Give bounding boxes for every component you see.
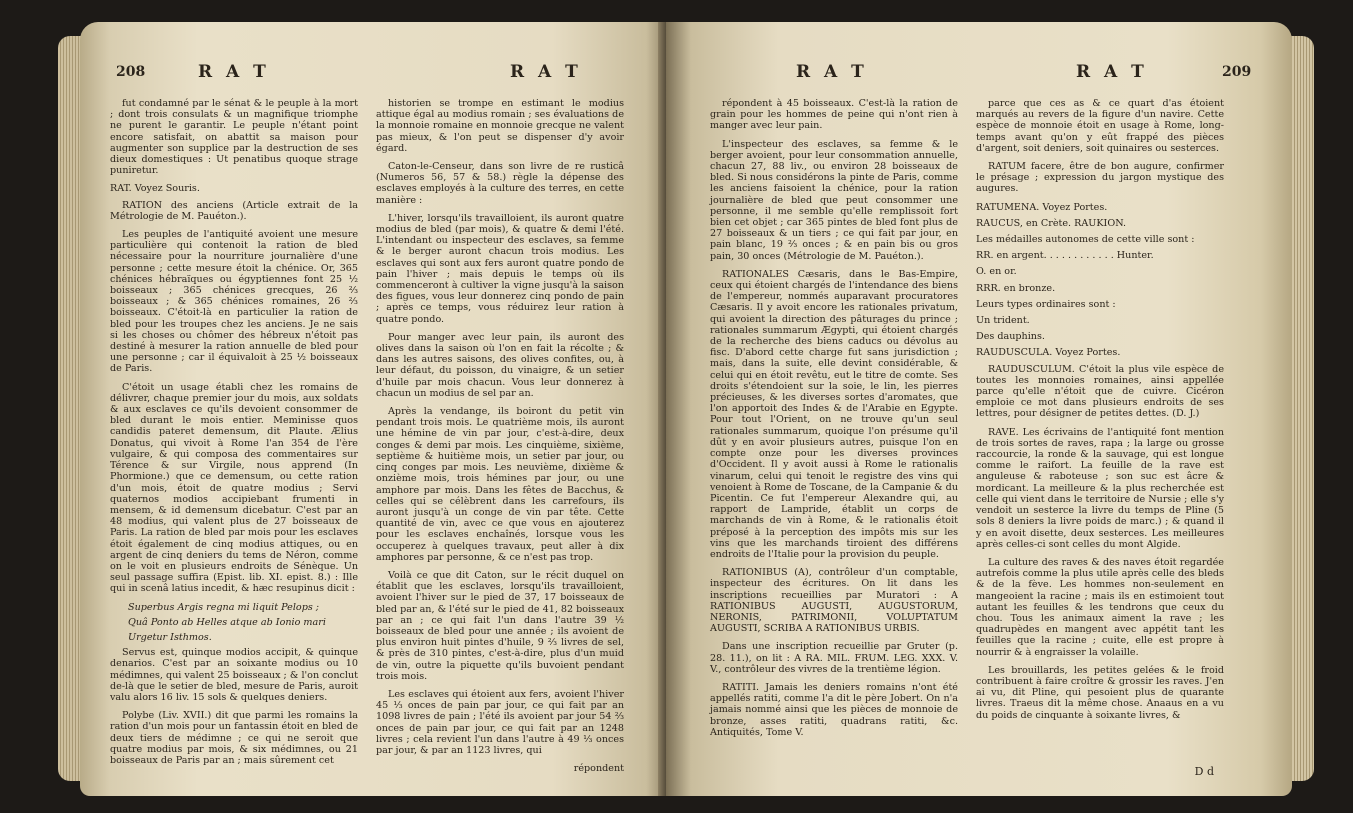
paragraph: Un trident.: [976, 315, 1030, 327]
running-head-right-b: R A T: [1076, 62, 1148, 82]
paragraph: Dans une inscription recueillie par Gruter (p. 28. 11.), on lit : A RA. MIL. FRUM. LEG. XXX. V. V., contrôleur des vivres de la trentième légion.: [710, 641, 958, 675]
paragraph: RATIONIBUS (A), contrôleur d'un comptable, inspecteur des écritures. On lit dans les inscriptions recueillies par Muratori : A RATIONIBUS AUGUSTI, AUGUSTORUM, NERONIS, PATRIMONII, VOLUPTATUM AUGUSTI, SCRIBA A RATIONIBUS URBIS.: [710, 567, 958, 635]
paragraph: fut condamné par le sénat & le peuple à la mort ; dont trois consulats & un magnifique triomphe ne purent le garantir. Le peuple n'étant point encore satisfait, on abattit sa maison pour augmenter son supplice par la destruction de ses dieux domestiques : Ut penatibus quoque strage puniretur.: [110, 98, 358, 177]
paragraph: répondent à 45 boisseaux. C'est-là la ration de grain pour les hommes de peine qui n'ont rien à manger avec leur pain.: [710, 98, 958, 132]
paragraph: RR. en argent. . . . . . . . . . . . Hunter.: [976, 250, 1154, 262]
paragraph: parce que ces as & ce quart d'as étoient marqués au revers de la figure d'un navire. Cette espèce de monnoie étoit en usage à Rome, long-temps avant qu'on y eût frappé des pièces d'argent, soit deniers, soit quinaires ou sesterces.: [976, 98, 1224, 154]
running-head-left-b: R A T: [510, 62, 582, 82]
paragraph: RRR. en bronze.: [976, 282, 1056, 294]
page-number-right: 209: [1222, 64, 1252, 80]
page-number-left: 208: [116, 64, 146, 80]
paragraph: Les médailles autonomes de cette ville sont :: [976, 234, 1195, 246]
running-head-left-a: R A T: [198, 62, 270, 82]
paragraph: C'étoit un usage établi chez les romains de délivrer, chaque premier jour du mois, aux soldats & aux esclaves ce qu'ils devoient consommer de bled durant le mois entier. Meminisse quos candidis pateret demensum, dit Plaute. Ælius Donatus, qui vivoit à Rome l'an 354 de l'ère vulgaire, & qui composa des commentaires sur Térence & sur Virgile, nous apprend (In Phormione.) que ce demensum, ou cette ration d'un mois, étoit de quatre modius ; Servi quaternos modios accipiebant frumenti in mensem, & id demensum dicebatur. C'est par an 48 modius, qui valent plus de 27 boisseaux de Paris. La ration de bled par mois pour les esclaves étoit également de cinq modius attiques, ou en argent de cinq deniers du tems de Néron, comme on le voit en plusieurs endroits de Sénèque. Un seul passage suffira (Epist. lib. XI. epist. 8.) : Ille qui in scenâ latius incedit, & hæc resupinus dicit :: [110, 381, 358, 595]
paragraph: RATUM facere, être de bon augure, confirmer le présage ; expression du jargon mystique des augures.: [976, 161, 1224, 195]
left-page: [80, 22, 670, 796]
paragraph: RATION des anciens (Article extrait de la Métrologie de M. Pauéton.).: [110, 199, 358, 222]
paragraph: RAUDUSCULUM. C'étoit la plus vile espèce de toutes les monnoies romaines, ainsi appellée parce qu'elle n'étoit que de cuivre. Cicéron emploie ce mot dans plusieurs endroits de ses lettres, pour désigner de petites dettes. (D. J.): [976, 363, 1224, 420]
paragraph: La culture des raves & des naves étoit regardée autrefois comme la plus utile après celle des bleds & de la fève. Les hommes non-seulement en mangeoient la racine ; mais ils en estimoient tout autant les feuilles & les tendrons que ceux du chou. Tous les animaux aiment la rave ; les quadrupèdes en mangent avec appétit tant les feuilles que la racine ; cuite, elle est propre à nourrir & à engraisser la volaille.: [976, 556, 1224, 658]
paragraph: Leurs types ordinaires sont :: [976, 298, 1116, 310]
paragraph: Les peuples de l'antiquité avoient une mesure particulière qui contenoit la ration de bled nécessaire pour la nourriture journalière d'une personne ; cette mesure étoit la chénice. Or, 365 chénices hébraïques ou égyptiennes font 25 ½ boisseaux ; 365 chénices grecques, 26 ⅔ boisseaux ; & 365 chénices romaines, 26 ⅔ boisseaux. C'étoit-là en particulier la ration de bled pour les troupes chez les anciens. Je ne sais si les choses ou chômer des hébreux n'étoit pas destiné à mesurer la ration annuelle de bled pour une personne ; car il équivaloit à 25 ½ boisseaux de Paris.: [110, 229, 358, 375]
signature-mark: D d: [1194, 765, 1214, 778]
paragraph: Voilà ce que dit Caton, sur le récit duquel on établit que les esclaves, lorsqu'ils travailloient, avoient l'hiver sur le pied de 37, 17 boisseaux de bled par an, & l'été sur le pied de 41, 82 boisseaux par an ; ce qui fait l'un dans l'autre 39 ½ boisseaux de bled pour une année ; ils avoient de plus environ huit pintes d'huile, 9 ⅔ livres de sel, & près de 310 pintes, c'est-à-dire, plus d'un muid de vin, outre la piquette qu'ils buvoient pendant trois mois.: [376, 569, 624, 682]
paragraph: Polybe (Liv. XVII.) dit que parmi les romains la ration d'un mois pour un fantassin étoit en bled de deux tiers de médimne ; ce qui ne seroit que quatre modius par mois, & six médimnes, ou 21 boisseaux de Paris par an ; mais sûrement cet: [110, 710, 358, 766]
paragraph: Superbus Argis regna mi liquit Pelops ;: [128, 601, 320, 613]
paragraph: Caton-le-Censeur, dans son livre de re rusticâ (Numeros 56, 57 & 58.) règle la dépense des esclaves employés à la culture des terres, en cette manière :: [376, 161, 624, 206]
paragraph: O. en or.: [976, 266, 1017, 278]
paragraph: Servus est, quinque modios accipit, & quinque denarios. C'est par an soixante modius ou 10 médimnes, qui valent 25 boisseaux ; & l'on conclut de-là que le setier de bled, mesure de Paris, auroit valu alors 16 liv. 15 sols & quelques deniers.: [110, 647, 358, 703]
paragraph: Les brouillards, les petites gelées & le froid contribuent à faire croître & grossir les raves. J'en ai vu, dit Pline, qui pesoient plus de quarante livres. Traeus dit la même chose. Anaaus en a vu du poids de cinquante à soixante livres, &: [976, 664, 1224, 721]
right-column-2: [976, 98, 1224, 728]
catchword: répondent: [573, 763, 624, 775]
paragraph: RAT. Voyez Souris.: [110, 183, 200, 195]
running-head-right-a: R A T: [796, 62, 868, 82]
right-column-1: [710, 98, 958, 745]
paragraph: RAVE. Les écrivains de l'antiquité font mention de trois sortes de raves, rapa ; la large ou grosse raccourcie, la ronde & la sauvage, qui est longue comme le raifort. La feuille de la rave est anguleuse & raboteuse ; son suc est âcre & mordicant. La meilleure & la plus recherchée est celle qui vient dans le territoire de Nursie ; elle s'y vendoit un sesterce la livre du temps de Pline (5 sols 8 deniers la livre poids de marc.) ; & quand il y en avoit disette, deux sesterces. Les meilleures après celles-ci sont celles du mont Algide.: [976, 426, 1224, 550]
paragraph: RATIONALES Cæsaris, dans le Bas-Empire, ceux qui étoient chargés de l'intendance des biens de l'empereur, nommés auparavant procuratores Cæsaris. Il y avoit encore les rationales privatum, qui avoient la direction des pâturages du prince ; rationales summarum Ægypti, qui étoient chargés de la recherche des biens caducs ou dévolus au fisc. D'abord cette charge fut sans jurisdiction ; mais, dans la suite, elle devint considérable, & celui qui en étoit revêtu, eut le titre de comte. Ses droits s'étendoient sur la soie, le lin, les pierres précieuses, & les diverses sortes d'aromates, que l'on apportoit des Indes & de l'Arabie en Egypte. Pour tout l'Orient, on ne trouve qu'un seul rationales summarum, quoique l'on présume qu'il dût y en avoir plusieurs autres, puisque l'on en compte onze pour les diverses provinces d'Occident. Il y avoit aussi à Rome le rationalis vinarum, celui qui tenoit le registre des vins qui venoient à Rome de Toscane, de la Campanie & du Picentin. Ce fut l'empereur Alexandre qui, au rapport de Lampride, établit un corps de marchands de vin à Rome, & le rationalis étoit préposé à la perception des impôts mis sur les vins que les marchands tiroient des différens endroits de l'Italie pour la provision du peuple.: [710, 268, 958, 560]
paragraph: Des dauphins.: [976, 331, 1045, 343]
paragraph: Les esclaves qui étoient aux fers, avoient l'hiver 45 ⅓ onces de pain par jour, ce qui fait par an 1098 livres de pain ; l'été ils avoient par jour 54 ⅔ onces de pain par jour, ce qui fait par an 1248 livres ; cela revient l'un dans l'autre à 49 ⅓ onces par jour, & par an 1123 livres, qui: [376, 688, 624, 756]
paragraph: RAUDUSCULA. Voyez Portes.: [976, 347, 1121, 359]
open-book: [80, 14, 1292, 804]
paragraph: Après la vendange, ils boiront du petit vin pendant trois mois. Le quatrième mois, ils auront une hémine de vin par jour, c'est-à-dire, deux conges & demi par mois. Les cinquième, sixième, septième & huitième mois, un setier par jour, ou cinq conges par mois. Les neuvième, dixième & onzième mois, trois hémines par jour, ou une amphore par mois. Dans les fêtes de Bacchus, & celles qui se célèbrent dans les carrefours, ils auront jusqu'à un conge de vin par tête. Cette quantité de vin, avec ce que vous en ajouterez pour les esclaves enchaînés, lorsque vous les occuperez à quelques travaux, peut aller à dix amphores par personne, & ce n'est pas trop.: [376, 406, 624, 563]
right-page: [666, 22, 1292, 796]
paragraph: historien se trompe en estimant le modius attique égal au modius romain ; ses évaluations de la monnoie romaine en monnoie grecque ne valent pas mieux, & l'on peut se dispenser d'y avoir égard.: [376, 98, 624, 154]
paragraph: Urgetur Isthmos.: [128, 631, 212, 643]
paragraph: Pour manger avec leur pain, ils auront des olives dans la saison où l'on en fait la récolte ; & dans les autres saisons, des olives confites, ou, à leur défaut, du poisson, du vinaigre, & un setier d'huile par mois chacun. Vous leur donnerez à chacun un modius de sel par an.: [376, 331, 624, 399]
left-column-1: [110, 98, 358, 773]
left-column-2: [376, 98, 624, 774]
paragraph: RATITI. Jamais les deniers romains n'ont été appellés ratiti, comme l'a dit le père Jobert. On n'a jamais nommé ainsi que les pièces de monnoie de bronze, asses ratiti, quadrans ratiti, &c. Antiquités, Tome V.: [710, 681, 958, 738]
paragraph: L'hiver, lorsqu'ils travailloient, ils auront quatre modius de bled (par mois), & quatre & demi l'été. L'intendant ou inspecteur des esclaves, sa femme & le berger auront chacun trois modius. Les esclaves qui sont aux fers auront quatre pondo de pain l'hiver ; mais depuis le temps où ils commenceront à cultiver la vigne jusqu'à la saison des figues, vous leur donnerez cinq pondo de pain ; après ce temps, vous réduirez leur ration à quatre pondo.: [376, 212, 624, 325]
paragraph: RAUCUS, en Crète. RAUKION.: [976, 217, 1127, 229]
paragraph: RATUMENA. Voyez Portes.: [976, 201, 1108, 213]
paragraph: L'inspecteur des esclaves, sa femme & le berger avoient, pour leur consommation annuelle, chacun 27, 88 liv., ou environ 28 boisseaux de bled. Si nous considérons la pinte de Paris, comme les anciens faisoient la chénice, pour la ration journalière de bled que peut consommer une personne, il me semble qu'elle remplissoit fort bien cet objet ; car 365 pintes de bled font plus de 27 boisseaux & un tiers ; ce qui fait par jour, en pain blanc, 19 ⅔ onces ; & en pain bis ou gros pain, 30 onces (Métrologie de M. Pauéton.).: [710, 138, 958, 262]
paragraph: Quâ Ponto ab Helles atque ab Ionio mari: [128, 616, 326, 628]
